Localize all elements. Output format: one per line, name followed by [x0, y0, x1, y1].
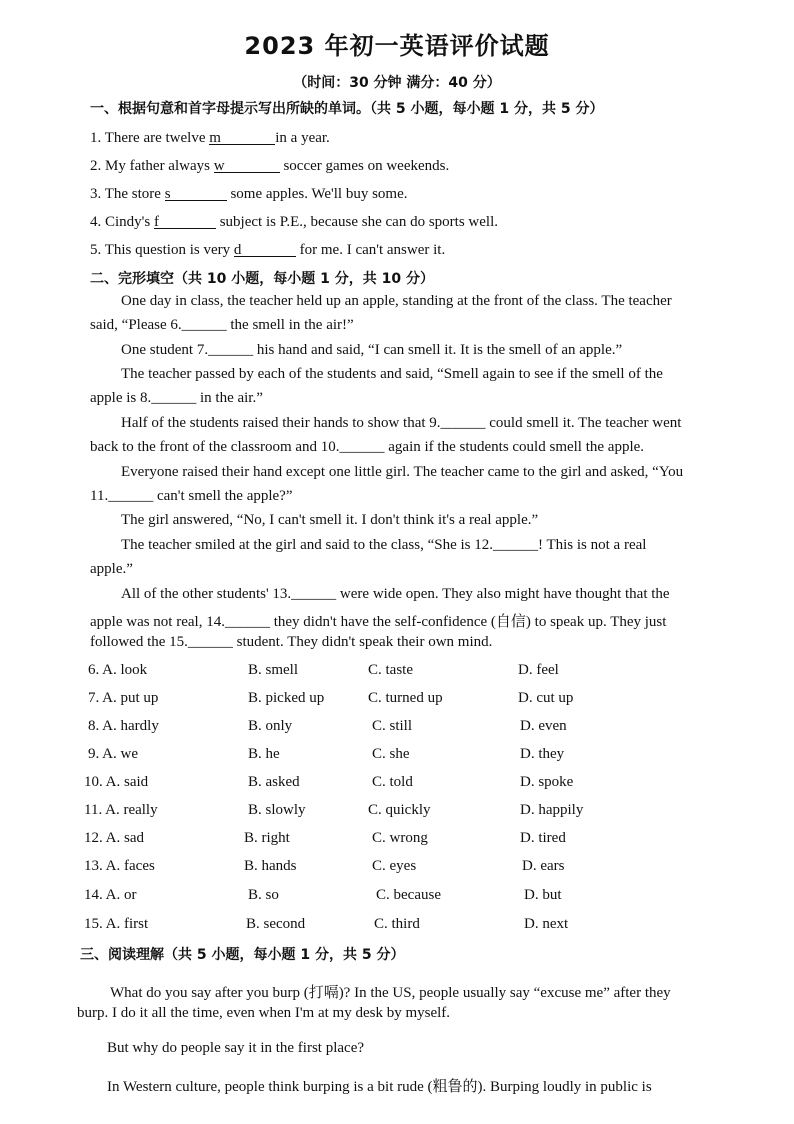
option-b: B. asked	[248, 774, 300, 790]
option-a: 9. A. we	[88, 746, 138, 762]
exam-title: 2023 年初一英语评价试题	[244, 32, 550, 60]
option-b: B. so	[248, 887, 279, 903]
option-d: D. ears	[522, 858, 565, 874]
option-a: 12. A. sad	[84, 830, 144, 846]
cloze-line: apple.”	[90, 561, 133, 577]
option-a: 10. A. said	[84, 774, 149, 790]
cloze-line: Half of the students raised their hands to show that 9.______ could smell it. The teacher went	[121, 415, 682, 431]
cloze-line: The girl answered, “No, I can't smell it. I don't think it's a real apple.”	[121, 512, 539, 528]
option-a: 7. A. put up	[88, 690, 159, 706]
option-c: C. told	[372, 774, 413, 790]
section2-heading: 二、完形填空（共 10 小题，每小题 1 分，共 10 分）	[90, 271, 434, 287]
cloze-line: followed the 15.______ student. They didn't speak their own mind.	[90, 634, 493, 650]
option-c: C. eyes	[372, 858, 417, 874]
cloze-line: One student 7.______ his hand and said, “I can smell it. It is the smell of an apple.”	[121, 342, 623, 358]
option-d: D. even	[520, 718, 567, 734]
option-d: D. feel	[518, 662, 559, 678]
option-d: D. spoke	[520, 774, 574, 790]
fill-question-2: 2. My father always w soccer games on weekends.	[90, 158, 450, 174]
reading-line: burp. I do it all the time, even when I'm at my desk by myself.	[77, 1005, 451, 1021]
answer-blank: w	[214, 158, 280, 173]
fill-question-4: 4. Cindy's f subject is P.E., because she can do sports well.	[90, 214, 498, 230]
option-a: 8. A. hardly	[88, 718, 159, 734]
option-d: D. but	[524, 887, 562, 903]
answer-blank: s	[165, 186, 227, 201]
option-c: C. turned up	[368, 690, 443, 706]
option-c: C. because	[376, 887, 441, 903]
option-b: B. right	[244, 830, 290, 846]
reading-line: But why do people say it in the first place?	[107, 1040, 365, 1056]
option-a: 14. A. or	[84, 887, 137, 903]
option-a: 11. A. really	[84, 802, 158, 818]
option-b: B. he	[248, 746, 280, 762]
cloze-line: One day in class, the teacher held up an apple, standing at the front of the class. The teacher	[121, 293, 672, 309]
option-b: B. slowly	[248, 802, 306, 818]
cloze-line: The teacher smiled at the girl and said to the class, “She is 12.______! This is not a real	[121, 537, 647, 553]
answer-blank: d	[234, 242, 296, 257]
option-a: 13. A. faces	[84, 858, 155, 874]
option-a: 15. A. first	[84, 916, 149, 932]
option-c: C. quickly	[368, 802, 431, 818]
option-d: D. tired	[520, 830, 566, 846]
fill-question-1: 1. There are twelve m in a year.	[90, 130, 330, 146]
reading-line: In Western culture, people think burping is a bit rude (粗鲁的). Burping loudly in public is	[107, 1079, 652, 1095]
section1-heading: 一、根据句意和首字母提示写出所缺的单词。（共 5 小题，每小题 1 分，共 5 分）	[90, 101, 604, 117]
cloze-line: said, “Please 6.______ the smell in the air!”	[90, 317, 354, 333]
cloze-line: All of the other students' 13.______ were wide open. They also might have thought that the	[121, 586, 670, 602]
option-b: B. only	[248, 718, 293, 734]
option-c: C. taste	[368, 662, 413, 678]
option-d: D. cut up	[518, 690, 574, 706]
option-b: B. second	[246, 916, 306, 932]
reading-line: What do you say after you burp (打嗝)? In the US, people usually say “excuse me” after they	[110, 985, 671, 1001]
cloze-line: back to the front of the classroom and 10.______ again if the students could smell the apple.	[90, 439, 645, 455]
option-c: C. still	[372, 718, 413, 734]
fill-question-3: 3. The store s some apples. We'll buy some.	[90, 186, 408, 202]
option-c: C. she	[372, 746, 410, 762]
exam-subtitle: （时间：30 分钟 满分：40 分）	[293, 75, 501, 91]
option-d: D. next	[524, 916, 569, 932]
option-a: 6. A. look	[88, 662, 148, 678]
option-b: B. picked up	[248, 690, 325, 706]
cloze-line: apple is 8.______ in the air.”	[90, 390, 263, 406]
option-d: D. happily	[520, 802, 584, 818]
option-d: D. they	[520, 746, 565, 762]
cloze-line: 11.______ can't smell the apple?”	[90, 488, 293, 504]
fill-question-5: 5. This question is very d for me. I can't answer it.	[90, 242, 446, 258]
cloze-line: Everyone raised their hand except one little girl. The teacher came to the girl and asked, “You	[121, 464, 684, 480]
answer-blank: m	[209, 130, 275, 145]
section3-heading: 三、阅读理解（共 5 小题，每小题 1 分，共 5 分）	[80, 947, 405, 963]
cloze-line: apple was not real, 14.______ they didn't have the self-confidence (自信) to speak up. They just	[90, 614, 667, 630]
option-b: B. smell	[248, 662, 299, 678]
option-c: C. third	[374, 916, 420, 932]
cloze-line: The teacher passed by each of the students and said, “Smell again to see if the smell of the	[121, 366, 663, 382]
option-b: B. hands	[244, 858, 297, 874]
answer-blank: f	[154, 214, 216, 229]
option-c: C. wrong	[372, 830, 428, 846]
